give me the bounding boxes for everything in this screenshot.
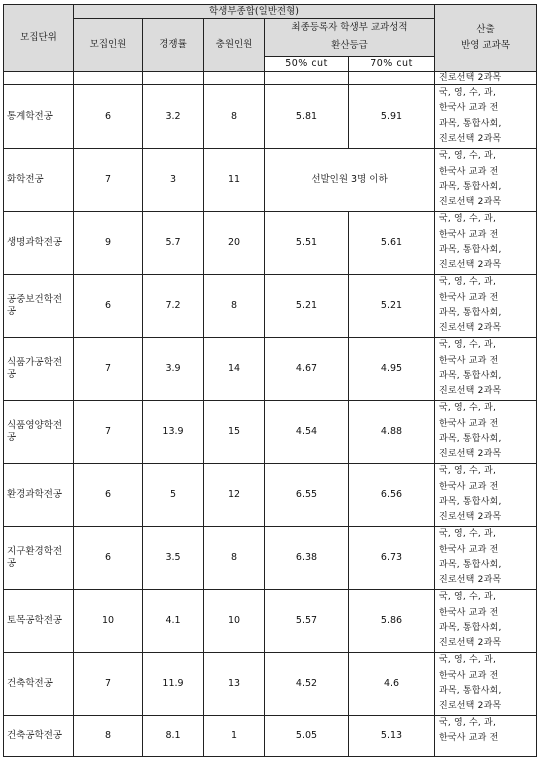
subject-cell [435,149,537,212]
subject-line: 국, 영, 수, 과, [439,529,497,540]
subject-line: 과목, 통합사회, [439,308,502,318]
unit-name: 통계학전공 [7,110,53,122]
unit-name: 화학전공 [7,174,44,185]
recruit-cell: 6 [74,527,143,590]
subject-line: 국, 영, 수, 과, [439,151,497,162]
competition-cell: 3.2 [143,85,204,149]
recruit-cell: 6 [74,464,143,527]
cut70-cell: 5.13 [349,716,435,757]
header-row-top [4,5,537,19]
subject-cell [435,275,537,338]
subject-cell [435,338,537,401]
competition-cell: 11.9 [143,653,204,716]
subject-line: 한국사 교과 전 [439,418,499,429]
header-grade-line2: 환산등급 [331,40,368,51]
competition-cell: 5 [143,464,204,527]
cut50-cell: 5.21 [265,275,349,338]
header-unit: 모집단위 [4,5,74,72]
subject-line: 진로선택 2과목 [439,323,502,334]
recruit-cell: 7 [74,653,143,716]
header-extra: 충원인원 [204,19,265,72]
subject-line: 과목, 통합사회, [439,118,502,129]
header-cut70: 70% cut [349,57,435,72]
table-row [4,85,537,149]
table-row [4,716,537,757]
unit-cell [4,212,74,275]
subject-line: 진로선택 2과목 [439,512,502,523]
subject-line: 국, 영, 수, 과, [439,718,497,728]
subject-line: 과목, 통합사회, [439,182,502,192]
subject-line: 국, 영, 수, 과, [439,403,497,414]
unit-name: 공중보건학전 [7,294,63,305]
subject-line: 한국사 교과 전 [439,229,499,240]
unit-name: 공 [7,432,17,443]
unit-name: 환경과학전공 [7,489,63,500]
unit-name: 공 [7,306,17,317]
subject-line: 진로선택 2과목 [439,575,502,586]
cut70-cell: 5.86 [349,590,435,653]
cut70-cell: 5.21 [349,275,435,338]
subject-cell [435,212,537,275]
recruit-cell: 7 [74,401,143,464]
subject-line: 국, 영, 수, 과, [439,214,497,225]
subject-line: 국, 영, 수, 과, [439,340,497,351]
header-cut50: 50% cut [265,57,349,72]
cut70-cell: 4.95 [349,338,435,401]
subject-line: 과목, 통합사회, [439,245,502,255]
subject-line: 과목, 통합사회, [439,371,502,381]
extra-cell: 15 [204,401,265,464]
unit-name: 생명과학전공 [7,237,63,248]
table-row [4,527,537,590]
competition-cell: 13.9 [143,401,204,464]
competition-cell: 7.2 [143,275,204,338]
subject-line: 과목, 통합사회, [439,686,502,696]
subject-cell [435,653,537,716]
subject-line: 국, 영, 수, 과, [439,277,497,288]
extra-cell: 13 [204,653,265,716]
header-recruit: 모집인원 [74,19,143,72]
subject-line: 한국사 교과 전 [439,733,499,744]
unit-cell [4,85,74,149]
subject-line: 진로선택 2과목 [439,449,502,460]
competition-cell: 3 [143,149,204,212]
subject-line: 국, 영, 수, 과, [439,655,497,666]
extra-cell: 20 [204,212,265,275]
subject-cell [435,527,537,590]
unit-cell [4,275,74,338]
extra-cell: 8 [204,275,265,338]
cut50-cell: 5.81 [265,85,349,149]
table-row [4,590,537,653]
unit-name: 식품영양학전 [7,420,63,431]
subject-cell [435,590,537,653]
subject-line: 한국사 교과 전 [439,292,499,303]
competition-cell: 4.1 [143,590,204,653]
extra-cell: 10 [204,590,265,653]
unit-name: 공 [7,369,17,380]
cut50-cell: 4.67 [265,338,349,401]
subject-line: 과목, 통합사회, [439,623,502,633]
unit-cell [4,527,74,590]
extra-cell: 14 [204,338,265,401]
competition-cell: 3.5 [143,527,204,590]
subject-line: 진로선택 2과목 [439,197,502,208]
table-row [4,464,537,527]
recruit-cell: 6 [74,275,143,338]
unit-name: 건축학전공 [7,678,53,689]
extra-cell: 8 [204,527,265,590]
cut50-cell: 6.55 [265,464,349,527]
competition-cell: 5.7 [143,212,204,275]
unit-name: 식품가공학전 [7,357,63,368]
subject-line: 과목, 통합사회, [439,434,502,444]
subject-line: 한국사 교과 전 [439,103,499,114]
subject-line: 한국사 교과 전 [439,670,499,681]
admission-results-table [3,4,537,757]
subject-cell [435,401,537,464]
header-subject-line1: 산출 [476,24,495,35]
subject-line: 진로선택 2과목 [439,386,502,397]
recruit-cell: 7 [74,149,143,212]
competition-cell: 3.9 [143,338,204,401]
subject-cell [435,85,537,149]
extra-cell: 1 [204,716,265,757]
subject-line: 한국사 교과 전 [439,166,499,177]
table-row [4,275,537,338]
table-row [4,401,537,464]
recruit-cell: 10 [74,590,143,653]
unit-cell [4,464,74,527]
extra-cell: 11 [204,149,265,212]
subject-line: 진로선택 2과목 [439,260,502,271]
cut50-cell: 5.57 [265,590,349,653]
subject-line: 진로선택 2과목 [439,133,502,144]
unit-cell [4,716,74,757]
recruit-cell: 7 [74,338,143,401]
subject-cell [435,464,537,527]
unit-name: 건축공학전공 [7,730,63,741]
recruit-cell: 9 [74,212,143,275]
header-grade [265,19,435,57]
extra-cell: 12 [204,464,265,527]
table-row [4,212,537,275]
subject-line: 한국사 교과 전 [439,544,499,555]
header-subject-line2: 반영 교과목 [461,40,510,51]
unit-cell [4,590,74,653]
table-row [4,149,537,212]
cut70-cell: 4.88 [349,401,435,464]
cut70-cell: 6.73 [349,527,435,590]
unit-name: 지구환경학전 [7,546,63,557]
cut50-cell: 4.54 [265,401,349,464]
subject-line: 과목, 통합사회, [439,497,502,507]
cut50-cell: 6.38 [265,527,349,590]
cut50-cell: 4.52 [265,653,349,716]
subject-line: 진로선택 2과목 [439,638,502,649]
subject-line: 한국사 교과 전 [439,481,499,492]
header-grade-line1: 최종등록자 학생부 교과성적 [291,22,408,33]
unit-cell [4,401,74,464]
cut70-cell: 5.61 [349,212,435,275]
header-competition: 경쟁률 [143,19,204,72]
subject-line: 한국사 교과 전 [439,355,499,366]
note-cell: 선발인원 3명 이하 [265,149,435,212]
subject-line: 진로선택 2과목 [439,701,502,712]
table-row-continuation [4,72,537,85]
table-row [4,338,537,401]
recruit-cell: 8 [74,716,143,757]
subject-line: 국, 영, 수, 과, [439,466,497,477]
subject-line: 과목, 통합사회, [439,560,502,570]
competition-cell: 8.1 [143,716,204,757]
subject-line: 국, 영, 수, 과, [439,592,497,603]
cut70-cell: 5.91 [349,85,435,149]
extra-cell: 8 [204,85,265,149]
subject-line: 국, 영, 수, 과, [439,87,497,98]
unit-cell [4,653,74,716]
unit-cell [4,338,74,401]
unit-cell [4,149,74,212]
subject-line: 한국사 교과 전 [439,607,499,618]
cut70-cell: 6.56 [349,464,435,527]
recruit-cell: 6 [74,85,143,149]
cut50-cell: 5.05 [265,716,349,757]
cut70-cell: 4.6 [349,653,435,716]
header-group: 학생부종합(일반전형) [74,5,435,19]
table-row [4,653,537,716]
unit-name: 공 [7,558,17,569]
header-subject [435,5,537,72]
table-body [4,72,537,757]
cut50-cell: 5.51 [265,212,349,275]
unit-name: 토목공학전공 [7,615,63,626]
subject-continuation: 진로선택 2과목 [435,72,537,85]
subject-cell [435,716,537,757]
